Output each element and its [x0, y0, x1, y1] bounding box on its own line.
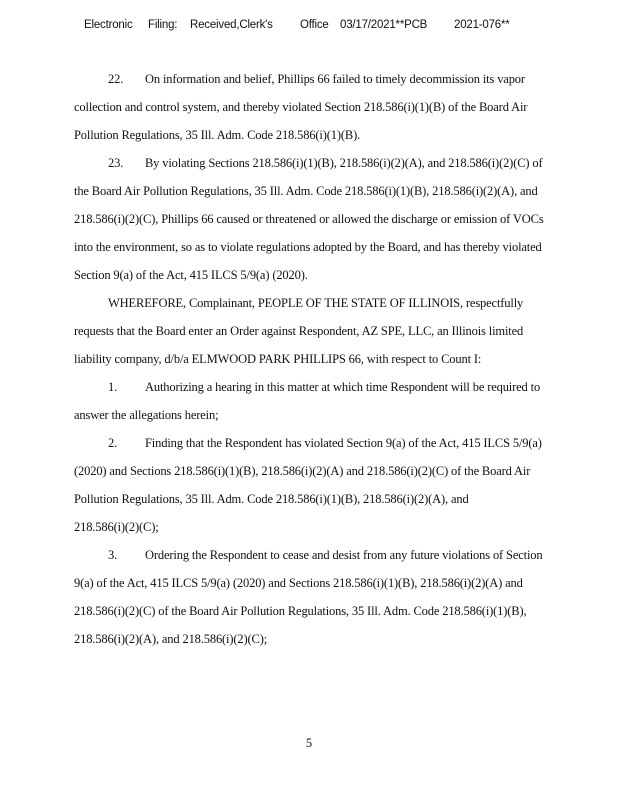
- paragraph-line: into the environment, so as to violate regulations adopted by the Board, and has thereby violated: [74, 240, 542, 254]
- paragraph-line: 218.586(i)(2)(C);: [74, 520, 159, 534]
- item-number: 3.: [108, 548, 118, 562]
- paragraph-line: 218.586(i)(2)(C) of the Board Air Pollution Regulations, 35 Ill. Adm. Code 218.586(i)(1)(B),: [74, 604, 527, 618]
- paragraph-line: Authorizing a hearing in this matter at which time Respondent will be required to: [145, 380, 541, 394]
- header-office: Office: [300, 19, 329, 31]
- paragraph-line: WHEREFORE, Complainant, PEOPLE OF THE STATE OF ILLINOIS, respectfully: [108, 296, 524, 310]
- item-number: 2.: [108, 436, 118, 450]
- header-electronic: Electronic: [84, 19, 133, 31]
- paragraph-line: 218.586(i)(2)(C), Phillips 66 caused or threatened or allowed the discharge or emission of VOCs: [74, 212, 544, 226]
- header-case-number: 2021-076**: [454, 19, 510, 31]
- paragraph-line: 218.586(i)(2)(A), and 218.586(i)(2)(C);: [74, 632, 268, 646]
- paragraph-line: By violating Sections 218.586(i)(1)(B), 218.586(i)(2)(A), and 218.586(i)(2)(C) of: [145, 156, 543, 170]
- paragraph-line: On information and belief, Phillips 66 failed to timely decommission its vapor: [145, 72, 525, 86]
- paragraph-line: answer the allegations herein;: [74, 408, 219, 422]
- paragraph-line: Finding that the Respondent has violated Section 9(a) of the Act, 415 ILCS 5/9(a): [145, 436, 542, 450]
- paragraph-line: Pollution Regulations, 35 Ill. Adm. Code 218.586(i)(1)(B), 218.586(i)(2)(A), and: [74, 492, 469, 506]
- paragraph-line: requests that the Board enter an Order against Respondent, AZ SPE, LLC, an Illinois limited: [74, 324, 524, 338]
- paragraph-number: 23.: [108, 156, 124, 170]
- paragraph-line: collection and control system, and thereby violated Section 218.586(i)(1)(B) of the Board Air: [74, 100, 528, 114]
- paragraph-line: Section 9(a) of the Act, 415 ILCS 5/9(a) (2020).: [74, 268, 308, 282]
- paragraph-line: liability company, d/b/a ELMWOOD PARK PHILLIPS 66, with respect to Count I:: [74, 352, 482, 366]
- paragraph-line: the Board Air Pollution Regulations, 35 Ill. Adm. Code 218.586(i)(1)(B), 218.586(i)(2)(A), and: [74, 184, 538, 198]
- paragraph-line: Pollution Regulations, 35 Ill. Adm. Code 218.586(i)(1)(B).: [74, 128, 361, 142]
- item-number: 1.: [108, 380, 118, 394]
- header-filing: Filing:: [148, 19, 178, 31]
- paragraph-line: (2020) and Sections 218.586(i)(1)(B), 218.586(i)(2)(A) and 218.586(i)(2)(C) of the Board Air: [74, 464, 531, 478]
- paragraph-line: 9(a) of the Act, 415 ILCS 5/9(a) (2020) and Sections 218.586(i)(1)(B), 218.586(i)(2)(A) and: [74, 576, 523, 590]
- header-date-pcb: 03/17/2021**PCB: [340, 19, 428, 31]
- paragraph-number: 22.: [108, 72, 124, 86]
- header-received: Received,Clerk's: [190, 19, 273, 31]
- page-number: 5: [305, 736, 313, 750]
- paragraph-line: Ordering the Respondent to cease and desist from any future violations of Section: [145, 548, 543, 562]
